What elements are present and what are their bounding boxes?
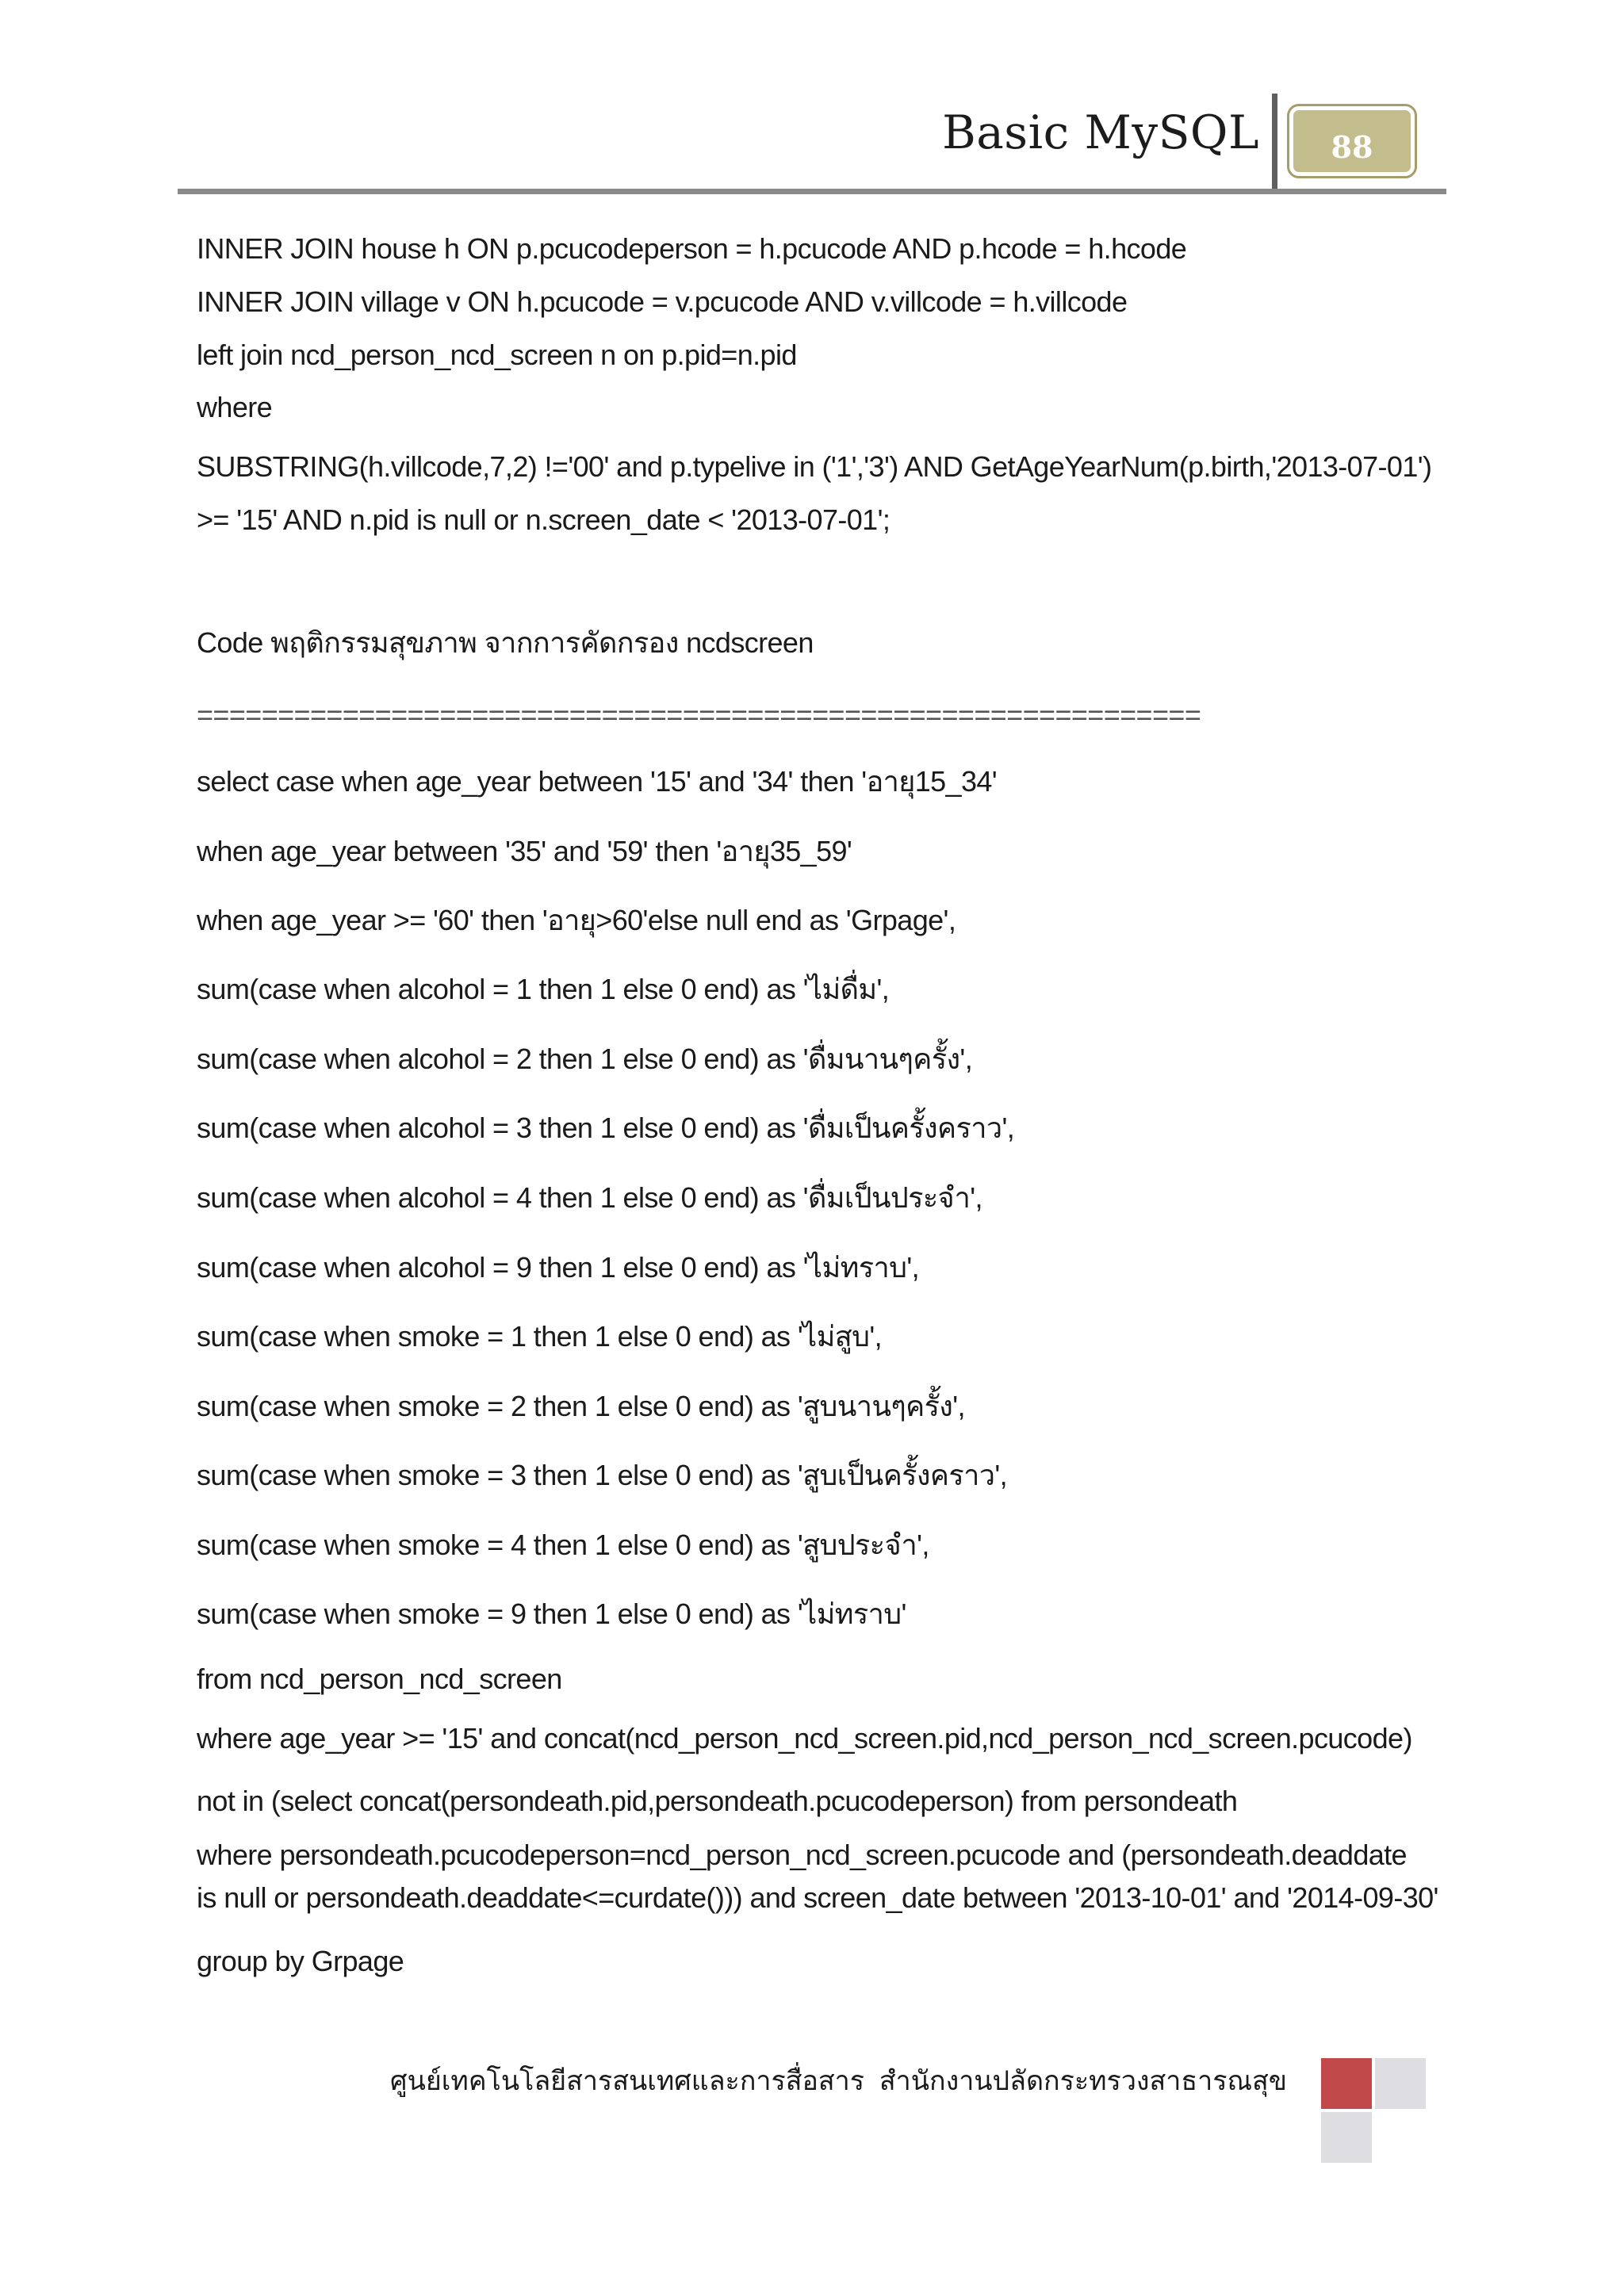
- header-title: Basic MySQL: [942, 105, 1259, 159]
- code-line: is null or persondeath.deaddate<=curdate())) and screen_date between '2013-10-01' and '2014-09-30': [197, 1881, 1438, 1914]
- header-divider: [1272, 94, 1277, 192]
- code-line: SUBSTRING(h.villcode,7,2) !='00' and p.typelive in ('1','3') AND GetAgeYearNum(p.birth,'2013-07-01'): [197, 450, 1432, 483]
- header-rule: [178, 189, 1446, 194]
- code-line: sum(case when alcohol = 1 then 1 else 0 end) as 'ไม่ดื่ม',: [197, 973, 890, 1005]
- code-line: sum(case when alcohol = 4 then 1 else 0 end) as 'ดื่มเป็นประจำ',: [197, 1181, 982, 1214]
- code-line: sum(case when smoke = 3 then 1 else 0 end) as 'สูบเป็นครั้งคราว',: [197, 1459, 1008, 1491]
- code-line: where age_year >= '15' and concat(ncd_person_ncd_screen.pid,ncd_person_ncd_screen.pcucode): [197, 1722, 1412, 1755]
- page-number-badge: 88: [1289, 106, 1415, 176]
- footer-square-grey: [1375, 2058, 1426, 2109]
- footer-square-red: [1321, 2058, 1372, 2109]
- separator-line: ==============================================================: [197, 698, 1201, 731]
- code-line: from ncd_person_ncd_screen: [197, 1663, 562, 1695]
- code-line: when age_year >= '60' then 'อายุ>60'else null end as 'Grpage',: [197, 904, 956, 936]
- footer-square-grey: [1321, 2112, 1372, 2163]
- code-line: where: [197, 391, 273, 423]
- code-line: when age_year between '35' and '59' then 'อายุ35_59': [197, 835, 852, 867]
- code-line: group by Grpage: [197, 1945, 404, 1977]
- code-line: sum(case when smoke = 1 then 1 else 0 end) as 'ไม่สูบ',: [197, 1320, 883, 1353]
- code-line: sum(case when alcohol = 9 then 1 else 0 end) as 'ไม่ทราบ',: [197, 1251, 919, 1284]
- code-line: INNER JOIN village v ON h.pcucode = v.pcucode AND v.villcode = h.villcode: [197, 285, 1128, 318]
- code-line: INNER JOIN house h ON p.pcucodeperson = h.pcucode AND p.hcode = h.hcode: [197, 232, 1187, 265]
- code-line: sum(case when smoke = 2 then 1 else 0 end) as 'สูบนานๆครั้ง',: [197, 1390, 965, 1422]
- code-line: select case when age_year between '15' and '34' then 'อายุ15_34': [197, 765, 998, 798]
- code-line: left join ncd_person_ncd_screen n on p.pid=n.pid: [197, 339, 797, 371]
- section-heading: Code พฤติกรรมสุขภาพ จากการคัดกรอง ncdscreen: [197, 626, 814, 659]
- footer-text: ศูนย์เทคโนโลยีสารสนเทศและการสื่อสาร สำนักงานปลัดกระทรวงสาธารณสุข: [390, 2066, 1287, 2096]
- code-line: sum(case when smoke = 4 then 1 else 0 end) as 'สูบประจำ',: [197, 1529, 929, 1561]
- code-line: not in (select concat(persondeath.pid,persondeath.pcucodeperson) from persondeath: [197, 1785, 1238, 1817]
- code-line: sum(case when alcohol = 2 then 1 else 0 end) as 'ดื่มนานๆครั้ง',: [197, 1043, 973, 1075]
- code-line: where persondeath.pcucodeperson=ncd_person_ncd_screen.pcucode and (persondeath.deaddate: [197, 1839, 1407, 1871]
- code-line: sum(case when alcohol = 3 then 1 else 0 end) as 'ดื่มเป็นครั้งคราว',: [197, 1112, 1015, 1144]
- code-line: sum(case when smoke = 9 then 1 else 0 end) as 'ไม่ทราบ': [197, 1598, 906, 1630]
- code-line: >= '15' AND n.pid is null or n.screen_date < '2013-07-01';: [197, 503, 891, 536]
